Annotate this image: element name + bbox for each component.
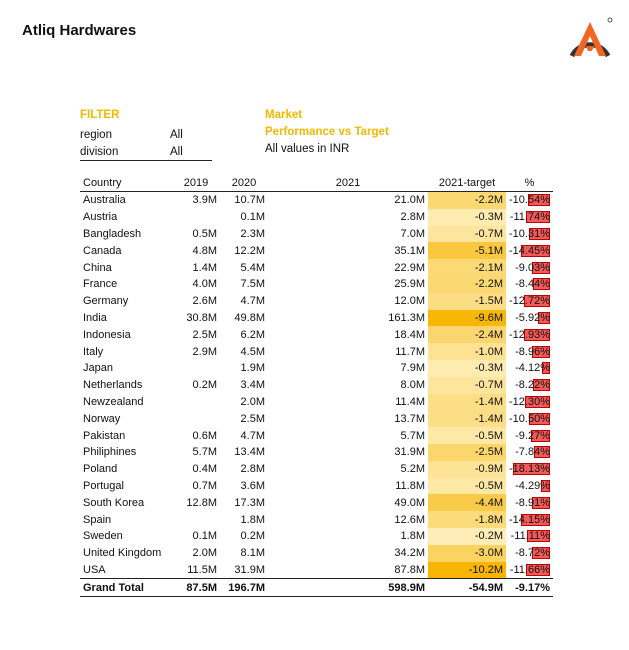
table-row: [80, 545, 553, 562]
total-target: -54.9M: [428, 579, 506, 597]
target-cell: -1.4M: [428, 394, 506, 411]
pct-value: -12.30%: [509, 395, 550, 408]
value-2019-cell: 0.5M: [192, 227, 217, 240]
target-cell: -4.4M: [428, 494, 506, 511]
table-row: [80, 192, 553, 209]
country-cell: India: [83, 311, 107, 324]
table-row: [80, 461, 553, 478]
pct-cell: [506, 276, 553, 293]
value-2021-cell: 8.0M: [400, 379, 425, 392]
value-2019-cell: 12.8M: [186, 496, 217, 509]
value-2019-cell: 4.8M: [192, 244, 217, 257]
pct-value: -7.84%: [515, 446, 550, 459]
col-header-country: Country: [80, 175, 172, 192]
pct-cell: [506, 461, 553, 478]
target-cell: -3.0M: [428, 545, 506, 562]
country-cell: Pakistan: [83, 429, 126, 442]
country-cell: United Kingdom: [83, 547, 162, 560]
pct-cell: [506, 310, 553, 327]
country-cell: Germany: [83, 295, 129, 308]
pct-value: -9.03%: [515, 261, 550, 274]
pct-value: -14.15%: [509, 513, 550, 526]
table-row: [80, 310, 553, 327]
value-2021-cell: 34.2M: [394, 547, 425, 560]
table-row: [80, 562, 553, 579]
country-cell: Italy: [83, 345, 104, 358]
col-header-pct: %: [506, 175, 553, 192]
pct-value: -5.92%: [515, 311, 550, 324]
division-value[interactable]: All: [170, 145, 183, 158]
value-2021-cell: 21.0M: [394, 194, 425, 207]
performance-table: [80, 175, 553, 597]
table-row: [80, 226, 553, 243]
value-2020-cell: 17.3M: [234, 496, 265, 509]
pct-cell: [506, 242, 553, 259]
value-2021-cell: 11.4M: [395, 395, 425, 408]
value-2019-cell: [172, 394, 220, 411]
table-row: [80, 410, 553, 427]
country-cell: USA: [83, 563, 106, 576]
table-row: [80, 444, 553, 461]
value-2019-cell: 3.9M: [192, 194, 217, 207]
pct-cell: [506, 410, 553, 427]
pct-value: -11.74%: [509, 211, 550, 224]
value-2019-cell: 4.0M: [192, 278, 217, 291]
table-row: [80, 259, 553, 276]
pct-value: -11.66%: [509, 563, 550, 576]
filter-heading: FILTER: [80, 109, 120, 121]
pct-value: -14.45%: [509, 244, 550, 257]
value-2019-cell: [172, 511, 220, 528]
value-2021-cell: 22.9M: [394, 261, 425, 274]
value-2020-cell: 5.4M: [240, 261, 265, 274]
pct-value: -12.93%: [509, 328, 550, 341]
report-market-label: Market: [265, 109, 303, 121]
pct-value: -18.13%: [509, 463, 550, 476]
pct-cell: [506, 511, 553, 528]
pct-cell: [506, 478, 553, 495]
table-header-row: [80, 175, 553, 192]
value-2020-cell: 2.5M: [240, 412, 265, 425]
region-label: region: [80, 128, 112, 141]
value-2019-cell: 11.5M: [187, 563, 217, 576]
value-2019-cell: 5.7M: [192, 446, 217, 459]
target-cell: -0.3M: [428, 360, 506, 377]
pct-value: -8.96%: [515, 345, 550, 358]
value-2021-cell: 7.0M: [400, 227, 425, 240]
value-2020-cell: 12.2M: [234, 244, 265, 257]
value-2020-cell: 3.6M: [240, 479, 265, 492]
value-2020-cell: 4.7M: [240, 295, 265, 308]
table-row: [80, 394, 553, 411]
pct-value: -4.12%: [515, 362, 550, 375]
country-cell: Spain: [83, 513, 112, 526]
target-cell: -5.1M: [428, 242, 506, 259]
table-row: [80, 242, 553, 259]
value-2021-cell: 11.7M: [395, 345, 425, 358]
value-2019-cell: 2.5M: [192, 328, 217, 341]
pct-cell: [506, 343, 553, 360]
pct-value: -8.91%: [515, 496, 550, 509]
total-label: Grand Total: [80, 579, 172, 597]
table-row: [80, 360, 553, 377]
target-cell: -0.7M: [428, 226, 506, 243]
filter-panel: [80, 109, 212, 161]
value-2021-cell: 87.8M: [394, 563, 425, 576]
division-label: division: [80, 145, 119, 158]
value-2021-cell: 12.6M: [394, 513, 425, 526]
report-units-note: All values in INR: [265, 143, 350, 155]
target-cell: -1.0M: [428, 343, 506, 360]
country-cell: Australia: [83, 194, 126, 207]
value-2019-cell: 0.6M: [192, 429, 217, 442]
pct-value: -10.50%: [509, 412, 550, 425]
pct-cell: [506, 528, 553, 545]
value-2020-cell: 4.5M: [240, 345, 265, 358]
target-cell: -1.5M: [428, 293, 506, 310]
table-row: [80, 209, 553, 226]
filter-division[interactable]: [80, 143, 212, 161]
value-2019-cell: 30.8M: [186, 311, 217, 324]
total-2021: 598.9M: [268, 579, 428, 597]
value-2020-cell: 8.1M: [240, 547, 265, 560]
table-row: [80, 427, 553, 444]
pct-cell: [506, 562, 553, 579]
country-cell: Indonesia: [83, 328, 131, 341]
value-2019-cell: 1.4M: [192, 261, 217, 274]
pct-cell: [506, 259, 553, 276]
value-2020-cell: 13.4M: [234, 446, 265, 459]
table-row: [80, 326, 553, 343]
value-2021-cell: 2.8M: [400, 211, 425, 224]
pct-cell: [506, 545, 553, 562]
target-cell: -2.5M: [428, 444, 506, 461]
pct-value: -10.31%: [509, 227, 550, 240]
value-2020-cell: 7.5M: [240, 278, 265, 291]
target-cell: -2.1M: [428, 259, 506, 276]
target-cell: -2.2M: [428, 192, 506, 209]
value-2021-cell: 25.9M: [394, 278, 425, 291]
pct-cell: [506, 360, 553, 377]
value-2020-cell: 2.8M: [240, 463, 265, 476]
col-header-2019: 2019: [172, 175, 220, 192]
grand-total-row: [80, 579, 553, 597]
value-2021-cell: 7.9M: [400, 362, 425, 375]
value-2020-cell: 10.7M: [234, 194, 265, 207]
pct-cell: [506, 293, 553, 310]
country-cell: France: [83, 278, 118, 291]
pct-cell: [506, 494, 553, 511]
filter-region[interactable]: [80, 126, 212, 143]
pct-value: -4.29%: [515, 479, 550, 492]
pct-value: -10.54%: [509, 194, 550, 207]
value-2019-cell: 2.0M: [192, 547, 217, 560]
country-cell: South Korea: [83, 496, 145, 509]
country-cell: China: [83, 261, 112, 274]
pct-cell: [506, 394, 553, 411]
value-2020-cell: 6.2M: [240, 328, 265, 341]
country-cell: Sweden: [83, 530, 123, 543]
target-cell: -0.7M: [428, 377, 506, 394]
target-cell: -1.4M: [428, 410, 506, 427]
value-2020-cell: 31.9M: [234, 563, 265, 576]
value-2019-cell: 2.6M: [192, 295, 217, 308]
app-title: Atliq Hardwares: [22, 22, 137, 39]
country-cell: Philiphines: [83, 446, 137, 459]
country-cell: Newzealand: [83, 395, 144, 408]
country-cell: Japan: [83, 362, 113, 375]
value-2021-cell: 31.9M: [394, 446, 425, 459]
report-subtitle: Performance vs Target: [265, 126, 389, 138]
target-cell: -9.6M: [428, 310, 506, 327]
table-row: [80, 511, 553, 528]
value-2020-cell: 4.7M: [240, 429, 265, 442]
country-cell: Austria: [83, 211, 118, 224]
value-2020-cell: 0.1M: [240, 211, 265, 224]
target-cell: -0.3M: [428, 209, 506, 226]
table-row: [80, 528, 553, 545]
value-2021-cell: 1.8M: [400, 530, 425, 543]
target-cell: -2.4M: [428, 326, 506, 343]
value-2021-cell: 5.7M: [400, 429, 425, 442]
value-2021-cell: 49.0M: [394, 496, 425, 509]
target-cell: -10.2M: [428, 562, 506, 579]
value-2019-cell: 0.2M: [192, 379, 217, 392]
country-cell: Poland: [83, 463, 118, 476]
value-2019-cell: 2.9M: [192, 345, 217, 358]
pct-cell: [506, 192, 553, 209]
target-cell: -1.8M: [428, 511, 506, 528]
country-cell: Norway: [83, 412, 121, 425]
target-cell: -0.2M: [428, 528, 506, 545]
pct-value: -8.44%: [515, 278, 550, 291]
value-2021-cell: 5.2M: [400, 463, 425, 476]
table-row: [80, 293, 553, 310]
pct-cell: [506, 444, 553, 461]
pct-value: -8.22%: [515, 379, 550, 392]
value-2021-cell: 13.7M: [394, 412, 425, 425]
value-2020-cell: 2.0M: [240, 395, 265, 408]
pct-value: -12.72%: [509, 295, 550, 308]
value-2019-cell: [172, 209, 220, 226]
pct-cell: [506, 226, 553, 243]
pct-cell: [506, 377, 553, 394]
value-2021-cell: 35.1M: [394, 244, 425, 257]
total-2019: 87.5M: [172, 579, 220, 597]
target-cell: -0.9M: [428, 461, 506, 478]
target-cell: -0.5M: [428, 478, 506, 495]
pct-cell: [506, 209, 553, 226]
pct-value: -9.27%: [515, 429, 550, 442]
value-2019-cell: 0.7M: [192, 479, 217, 492]
pct-value: -8.72%: [515, 547, 550, 560]
country-cell: Portugal: [83, 479, 124, 492]
report-info: [265, 109, 389, 160]
table-row: [80, 343, 553, 360]
value-2021-cell: 12.0M: [394, 295, 425, 308]
col-header-target: 2021-target: [428, 175, 506, 192]
total-pct: -9.17%: [506, 579, 553, 597]
table-row: [80, 276, 553, 293]
region-value[interactable]: All: [170, 128, 183, 141]
value-2020-cell: 1.9M: [240, 362, 265, 375]
col-header-2021: 2021: [268, 175, 428, 192]
target-cell: -2.2M: [428, 276, 506, 293]
table-row: [80, 494, 553, 511]
table-row: [80, 478, 553, 495]
pct-value: -11.11%: [510, 530, 550, 543]
pct-cell: [506, 326, 553, 343]
value-2019-cell: 0.4M: [192, 463, 217, 476]
col-header-2020: 2020: [220, 175, 268, 192]
value-2019-cell: 0.1M: [192, 530, 217, 543]
value-2021-cell: 11.8M: [395, 479, 425, 492]
country-cell: Bangladesh: [83, 227, 142, 240]
total-2020: 196.7M: [220, 579, 268, 597]
value-2020-cell: 1.8M: [240, 513, 265, 526]
value-2020-cell: 2.3M: [240, 227, 265, 240]
value-2019-cell: [172, 360, 220, 377]
value-2021-cell: 161.3M: [388, 311, 425, 324]
atliq-logo-icon: [566, 16, 614, 60]
value-2021-cell: 18.4M: [394, 328, 425, 341]
target-cell: -0.5M: [428, 427, 506, 444]
country-cell: Canada: [83, 244, 122, 257]
value-2020-cell: 0.2M: [240, 530, 265, 543]
pct-cell: [506, 427, 553, 444]
country-cell: Netherlands: [83, 379, 143, 392]
value-2019-cell: [172, 410, 220, 427]
value-2020-cell: 49.8M: [234, 311, 265, 324]
table-row: [80, 377, 553, 394]
value-2020-cell: 3.4M: [240, 379, 265, 392]
